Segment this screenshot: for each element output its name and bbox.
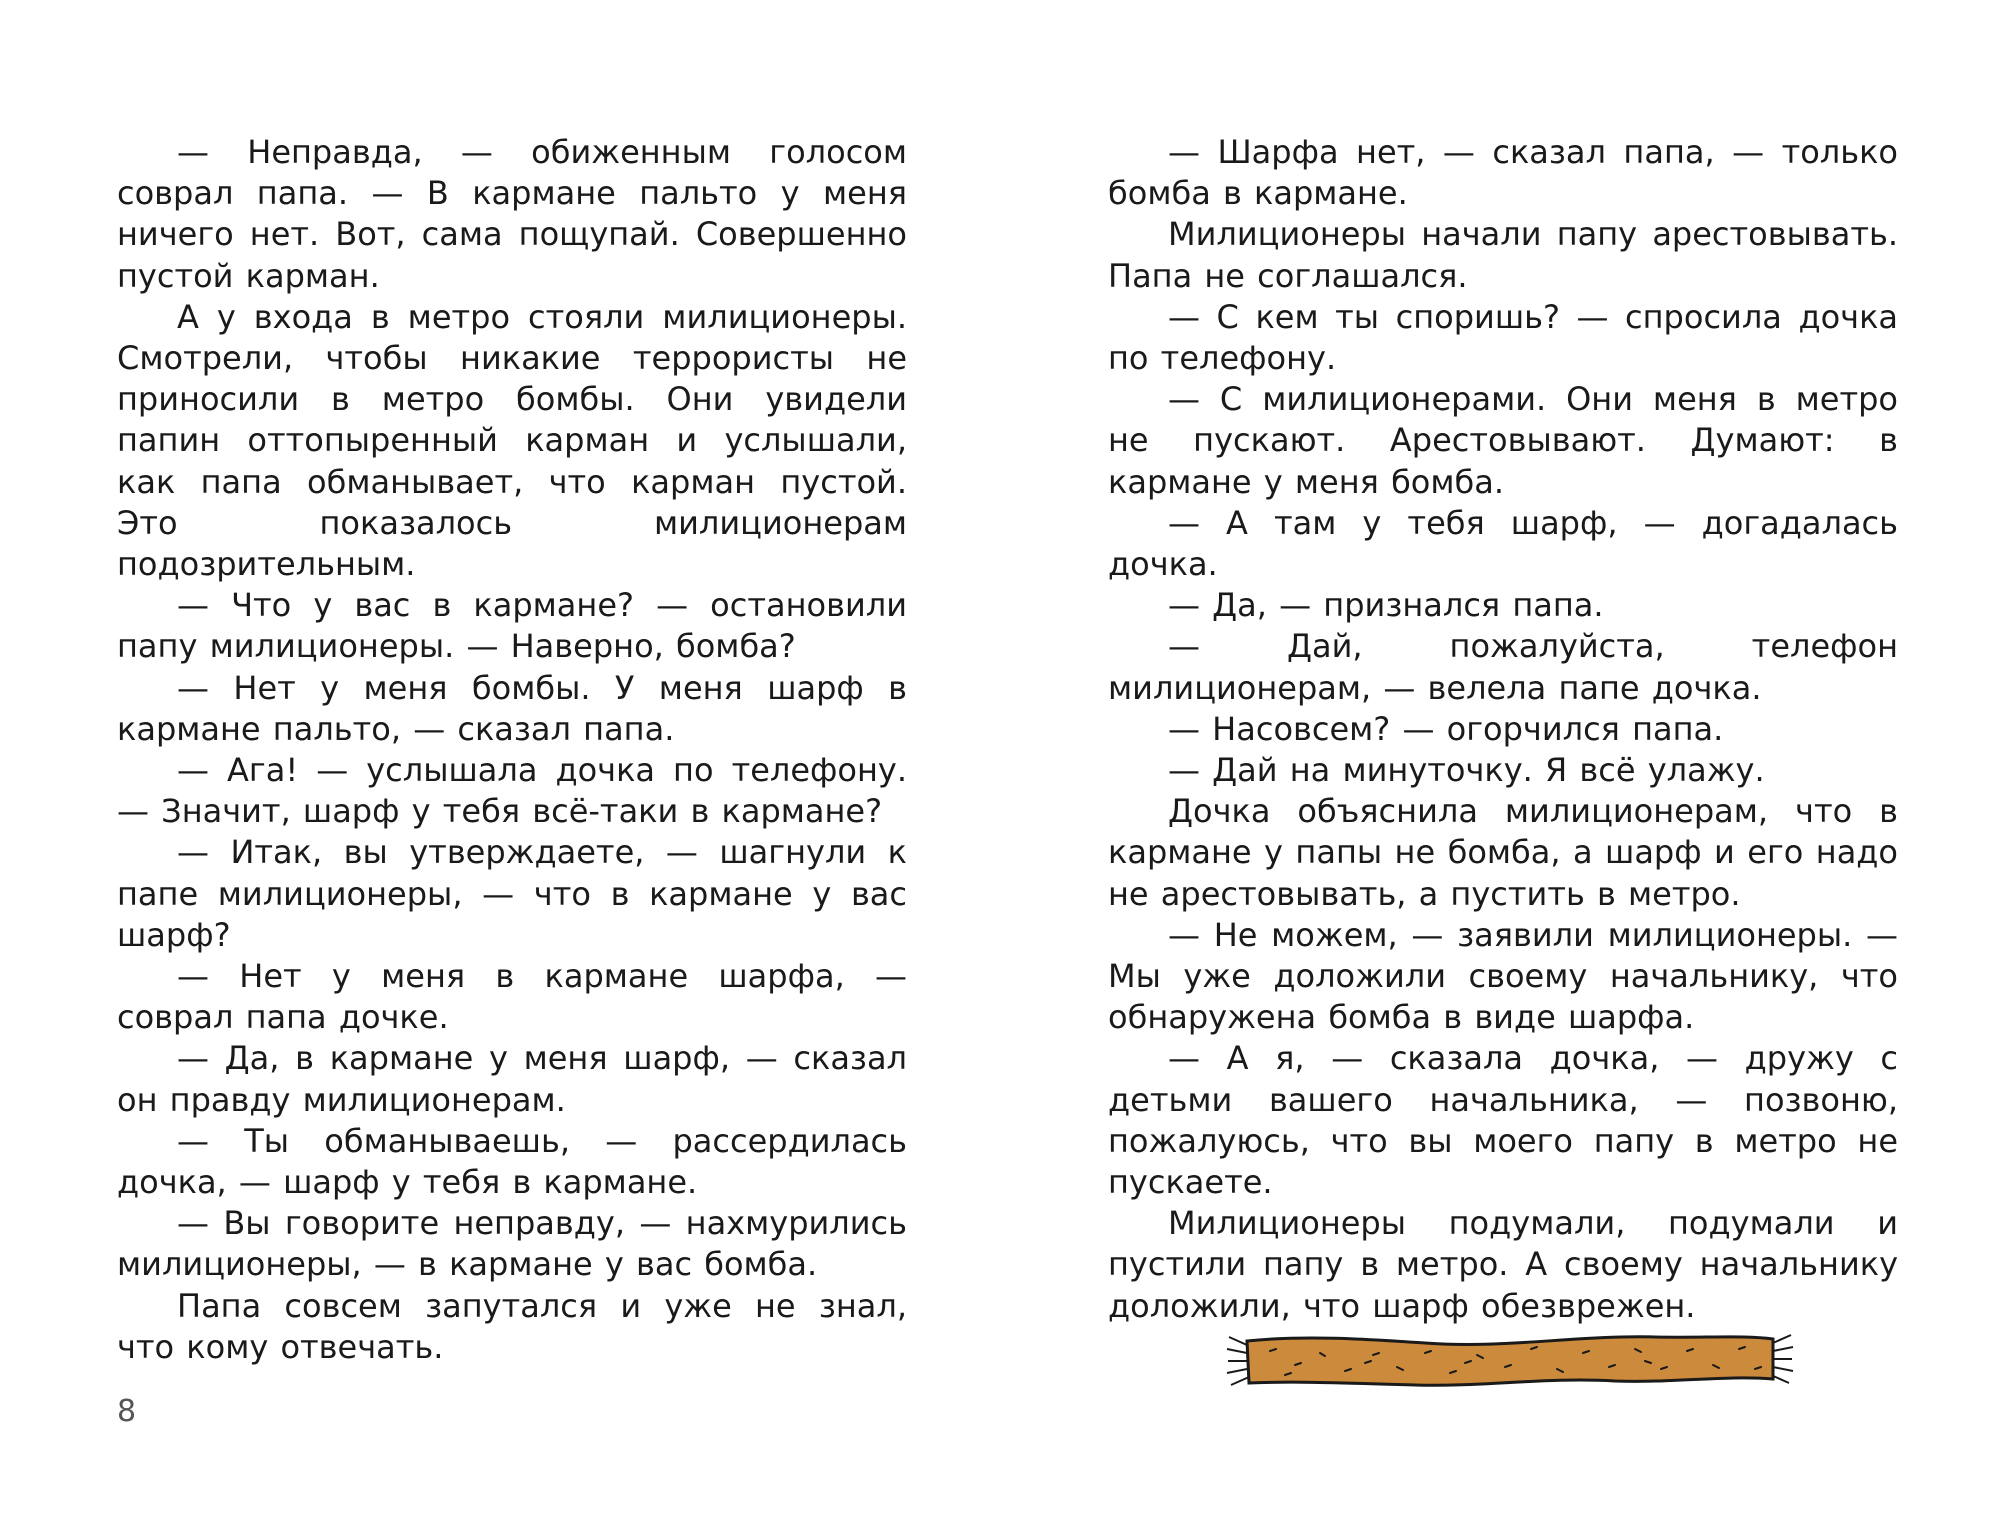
paragraph: Милиционеры начали папу арестовывать. Папа не соглашался.	[1108, 215, 1898, 295]
paragraph: — Вы говорите неправду, — нахмурились милиционеры, — в кармане у вас бомба.	[117, 1204, 907, 1284]
paragraph: — Что у вас в кармане? — остановили папу милиционеры. — Наверно, бомба?	[117, 586, 907, 666]
paragraph: Милиционеры подумали, подумали и пустили папу в метро. А своему начальнику доложили, что шарф обезврежен.	[1108, 1204, 1898, 1325]
paragraph: — С кем ты споришь? — спросила дочка по телефону.	[1108, 297, 1898, 378]
paragraph: — Да, — признался папа.	[1168, 586, 1604, 625]
paragraph: — Да, в кармане у меня шарф, — сказал он правду милиционерам.	[117, 1039, 907, 1119]
paragraph: Дочка объяснила милиционерам, что в кармане у папы не бомба, а шарф и его надо не арестовывать, а пустить в метро.	[1108, 792, 1898, 913]
left-column	[117, 132, 907, 1368]
paragraph: — Шарфа нет, — сказал папа, — только бомба в кармане.	[1108, 133, 1898, 213]
paragraph: — Ты обманываешь, — рассердилась дочка, — шарф у тебя в кармане.	[117, 1121, 907, 1202]
paragraph: — А там у тебя шарф, — догадалась дочка.	[1108, 503, 1898, 584]
paragraph: — А я, — сказала дочка, — дружу с детьми вашего начальника, — позвоню, пожалуюсь, что вы моего папу в метро не пускаете.	[1108, 1039, 1898, 1202]
paragraph: — Нет у меня бомбы. У меня шарф в кармане пальто, — сказал папа.	[117, 668, 907, 748]
paragraph: — С милиционерами. Они меня в метро не пускают. Арестовывают. Думают: в кармане у меня бомба.	[1108, 380, 1898, 501]
right-column	[1108, 132, 1898, 1327]
paragraph: — Насовсем? — огорчился папа.	[1168, 709, 1724, 748]
paragraph: А у входа в метро стояли милиционеры. Смотрели, чтобы никакие террористы не приносили в метро бомбы. Они увидели папин оттопыренный карман и услышали, как папа обманывает, что карман пустой. Это показалось милиционерам подозрительным.	[117, 297, 907, 584]
scarf-illustration-icon	[1225, 1325, 1795, 1395]
paragraph: — Ага! — услышала дочка по телефону. — Значит, шарф у тебя всё-таки в кармане?	[117, 751, 907, 831]
paragraph: — Неправда, — обиженным голосом соврал папа. — В кармане пальто у меня ничего нет. Вот, сама пощупай. Совершенно пустой карман.	[117, 133, 907, 295]
scarf-body	[1247, 1337, 1773, 1385]
paragraph: — Нет у меня в кармане шарфа, — соврал папа дочке.	[117, 957, 907, 1037]
page-number: 8	[117, 1394, 137, 1429]
paragraph: — Дай, пожалуйста, телефон милиционерам, — велела папе дочка.	[1108, 627, 1898, 707]
paragraph: — Итак, вы утверждаете, — шагнули к папе милиционеры, — что в кармане у вас шарф?	[117, 833, 907, 954]
paragraph: — Не можем, — заявили милиционеры. — Мы уже доложили своему начальнику, что обнаружена бомба в виде шарфа.	[1108, 915, 1898, 1037]
paragraph: Папа совсем запутался и уже не знал, что кому отвечать.	[117, 1286, 907, 1366]
paragraph: — Дай на минуточку. Я всё улажу.	[1168, 751, 1765, 790]
